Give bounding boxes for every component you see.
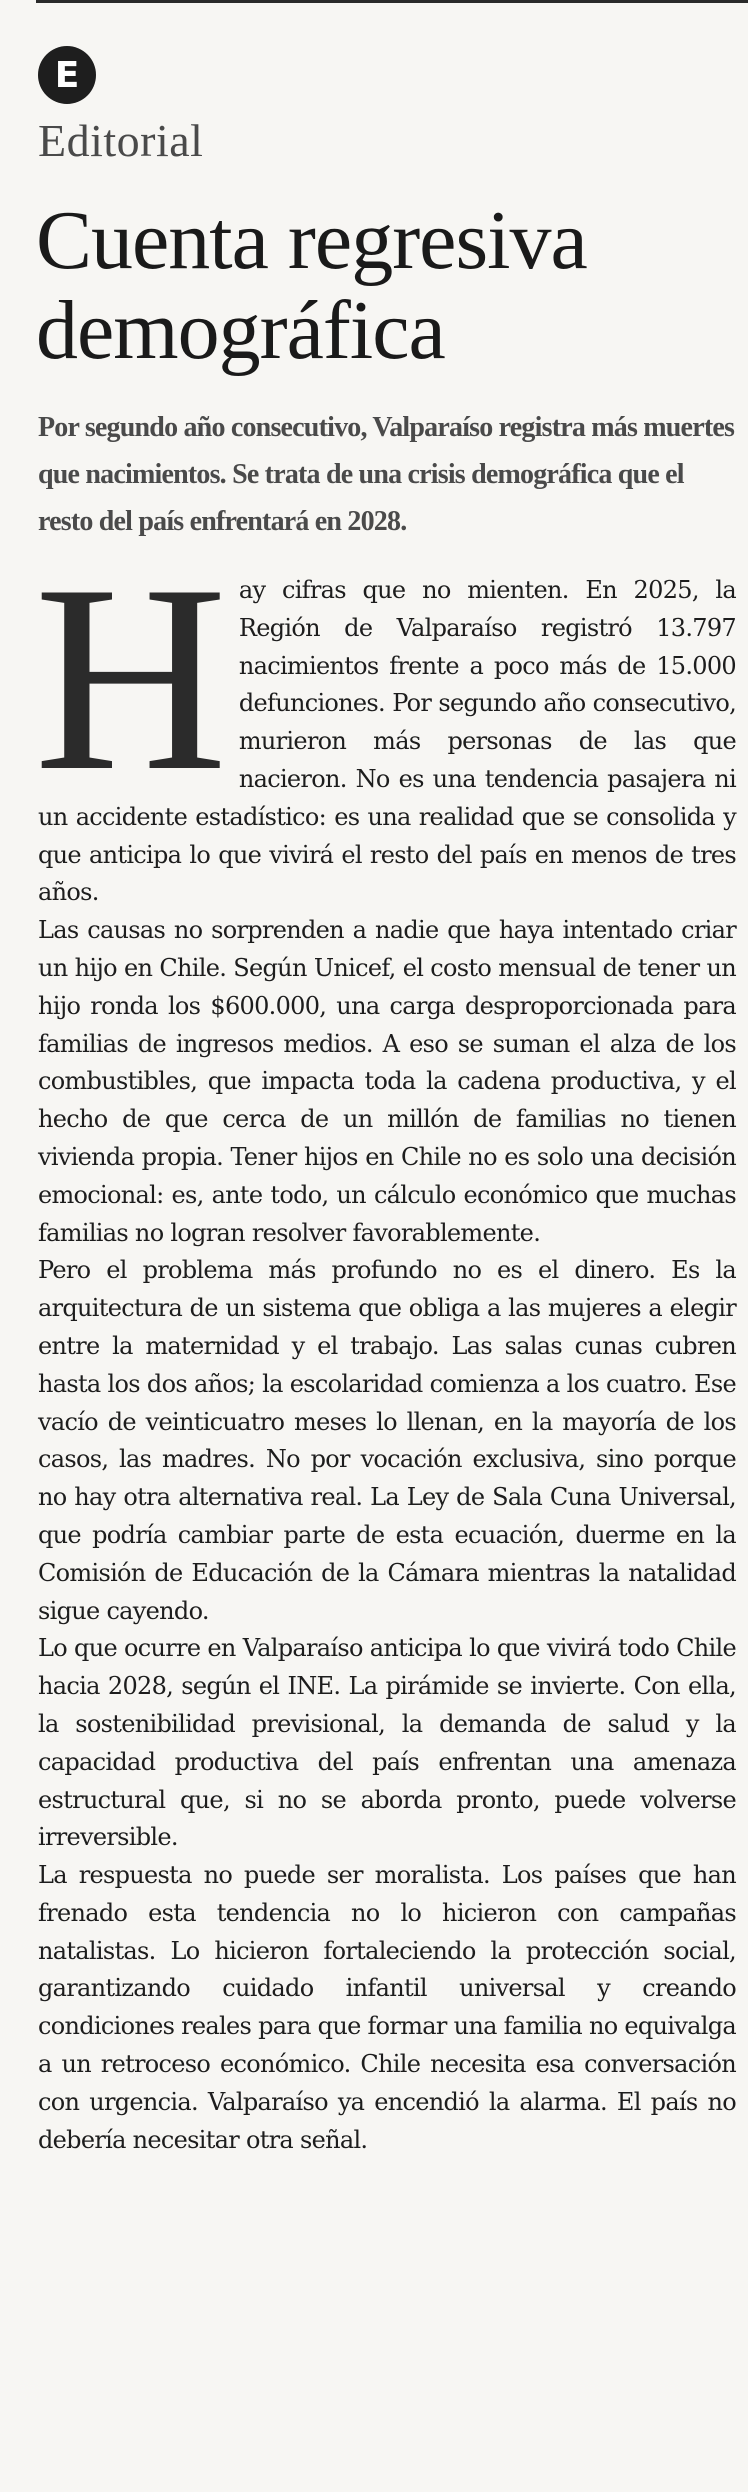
- article-body: [34, 529, 736, 2159]
- badge-letter: E: [54, 54, 80, 96]
- paragraph-1: [34, 529, 736, 912]
- editorial-badge-icon: [38, 46, 96, 104]
- drop-cap: H: [34, 529, 227, 826]
- paragraph-2: Las causas no sorprenden a nadie que haya intentado criar un hijo en Chile. Según Unicef, el costo mensual de tener un hijo ronda los $600.000, una carga desproporcionada para familias de ingresos medios. A eso se suman el alza de los combustibles, que impacta toda la cadena productiva, y el hecho de que cerca de un millón de familias no tienen vivienda propia. Tener hijos en Chile no es solo una decisión emocional: es, ante todo, un cálculo económico que muchas familias no logran resolver favorablemente.: [38, 916, 736, 1247]
- section-label: Editorial: [38, 115, 204, 166]
- subtitle: Por segundo año consecutivo, Valparaíso registra más muertes que nacimientos. Se trata de una crisis demográfica que el resto del país enfrentará en 2028.: [38, 412, 735, 537]
- paragraph-3: Pero el problema más profundo no es el dinero. Es la arquitectura de un sistema que obliga a las mujeres a elegir entre la maternidad y el trabajo. Las salas cunas cubren hasta los dos años; la escolaridad comienza a los cuatro. Ese vacío de veinticuatro meses lo llenan, en la mayoría de los casos, las madres. No por vocación exclusiva, sino porque no hay otra alternativa real. La Ley de Sala Cuna Universal, que podría cambiar parte de esta ecuación, duerme en la Comisión de Educación de la Cámara mientras la natalidad sigue cayendo.: [38, 1256, 736, 1625]
- headline: Cuenta regresiva demográfica: [36, 194, 587, 377]
- top-rule: [36, 0, 748, 3]
- paragraph-1-text: ay cifras que no mienten. En 2025, la Región de Valparaíso registró 13.797 nacimientos frente a poco más de 15.000 defunciones. Por segundo año consecutivo, murieron más personas de las que nacieron. No es una tendencia pasajera ni un accidente estadístico: es una realidad que se consolida y que anticipa lo que vivirá el resto del país en menos de tres años.: [38, 576, 736, 907]
- paragraph-4: Lo que ocurre en Valparaíso anticipa lo que vivirá todo Chile hacia 2028, según el INE. La pirámide se invierte. Con ella, la sostenibilidad previsional, la demanda de salud y la capacidad productiva del país enfrentan una amenaza estructural que, si no se aborda pronto, puede volverse irreversible.: [38, 1634, 736, 1852]
- paragraph-5: La respuesta no puede ser moralista. Los países que han frenado esta tendencia no lo hicieron con campañas natalistas. Lo hicieron fortaleciendo la protección social, garantizando cuidado infantil universal y creando condiciones reales para que formar una familia no equivalga a un retroceso económico. Chile necesita esa conversación con urgencia. Valparaíso ya encendió la alarma. El país no debería necesitar otra señal.: [38, 1861, 736, 2154]
